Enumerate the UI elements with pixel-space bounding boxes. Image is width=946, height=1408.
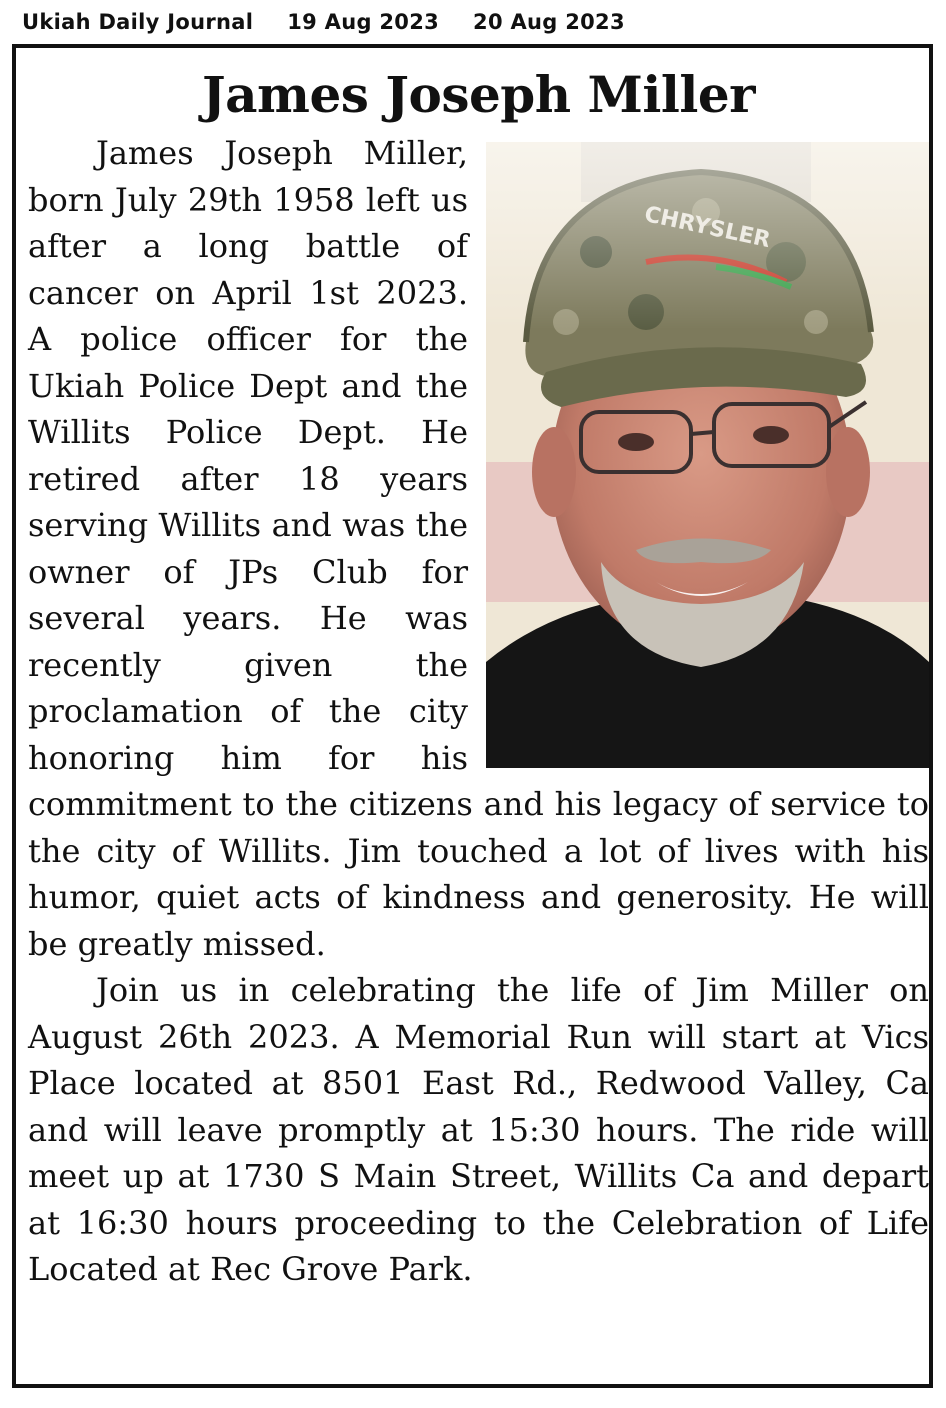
obituary-frame <box>12 44 933 1388</box>
publication-date-1: 19 Aug 2023 <box>287 10 440 34</box>
obituary-paragraph-1-text: James Joseph Miller, born July 29th 1958 left us after a long battle of cancer on April 1st 2023. A police officer for the Ukiah Police Dept and the Willits Police Dept. He retired after 18 years serving Willits and was the owner of JPs Club for several years. He was recently given the proclamation of the city honoring him for his commitment to the citizens and his legacy of service to the city of Willits. Jim touched a lot of lives with his humor, quiet acts of kindness and generosity. He will be greatly missed. <box>28 134 929 963</box>
obituary-paragraph-2: Join us in celebrating the life of Jim Miller on August 26th 2023. A Memorial Run will start at Vics Place located at 8501 East Rd., Redwood Valley, Ca and will leave promptly at 15:30 hours. The ride will meet up at 1730 S Main Street, Willits Ca and depart at 16:30 hours proceeding to the Celebration of Life Located at Rec Grove Park. <box>28 971 929 1288</box>
obituary-paragraph-1 <box>28 130 929 967</box>
portrait-photo <box>486 142 929 768</box>
publication-date-2: 20 Aug 2023 <box>473 10 625 34</box>
publication-name: Ukiah Daily Journal <box>22 10 254 34</box>
obituary-title: James Joseph Miller <box>202 65 755 124</box>
portrait-photo-icon <box>486 142 929 768</box>
obituary-content <box>28 56 929 1376</box>
masthead <box>22 6 625 38</box>
